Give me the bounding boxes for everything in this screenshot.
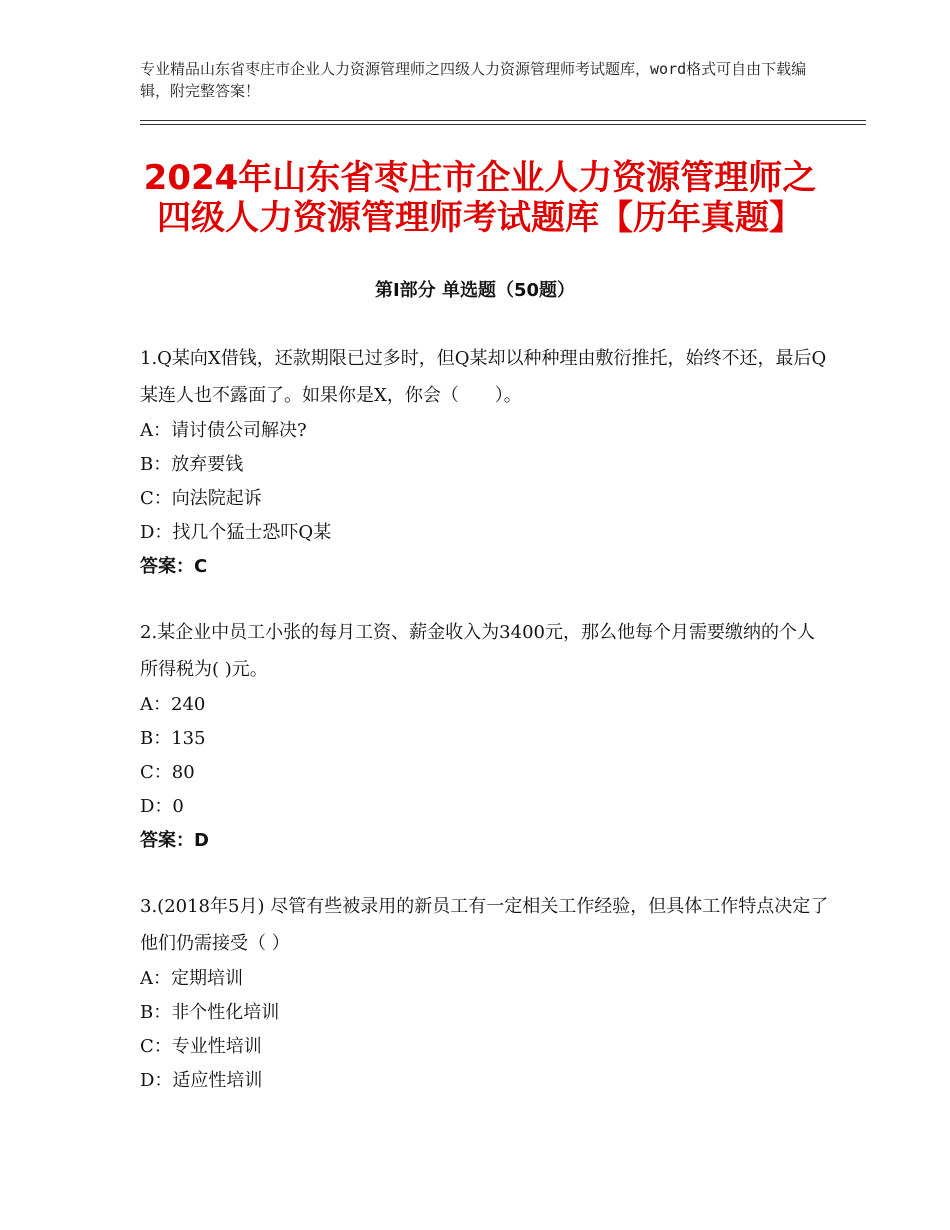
- header-divider: [140, 120, 866, 125]
- option-a: A：定期培训: [140, 968, 243, 989]
- option-b: B：非个性化培训: [140, 1002, 280, 1023]
- question-2: [140, 614, 830, 858]
- question-stem: 1.Q某向X借钱，还款期限已过多时，但Q某却以种种理由敷衍推托，始终不还，最后Q某连人也不露面了。如果你是X，你会（ ）。: [140, 348, 827, 406]
- header-note: 专业精品山东省枣庄市企业人力资源管理师之四级人力资源管理师考试题库，word格式可自由下载编辑，附完整答案！: [140, 60, 807, 100]
- answer-line: 答案：D: [140, 830, 209, 851]
- option-a: A：240: [140, 694, 206, 715]
- option-c: C：80: [140, 762, 195, 783]
- question-3: [140, 888, 830, 1098]
- answer-line: 答案：C: [140, 556, 208, 577]
- question-stem: 3.(2018年5月) 尽管有些被录用的新员工有一定相关工作经验，但具体工作特点决定了他们仍需接受（ ）: [140, 896, 829, 954]
- section-heading: 第Ⅰ部分 单选题（50题）: [374, 280, 575, 301]
- question-stem: 2.某企业中员工小张的每月工资、薪金收入为3400元，那么他每个月需要缴纳的个人所得税为( )元。: [140, 622, 815, 680]
- option-a: A：请讨债公司解决?: [140, 420, 307, 441]
- option-c: C：向法院起诉: [140, 488, 262, 509]
- option-b: B：放弃要钱: [140, 454, 244, 475]
- question-1: [140, 340, 830, 584]
- option-b: B：135: [140, 728, 206, 749]
- option-d: D：适应性培训: [140, 1070, 263, 1091]
- option-d: D：0: [140, 796, 184, 817]
- question-list: [140, 340, 830, 1128]
- option-c: C：专业性培训: [140, 1036, 262, 1057]
- document-title: 2024年山东省枣庄市企业人力资源管理师之四级人力资源管理师考试题库【历年真题】: [143, 158, 817, 238]
- option-d: D：找几个猛士恐吓Q某: [140, 522, 332, 543]
